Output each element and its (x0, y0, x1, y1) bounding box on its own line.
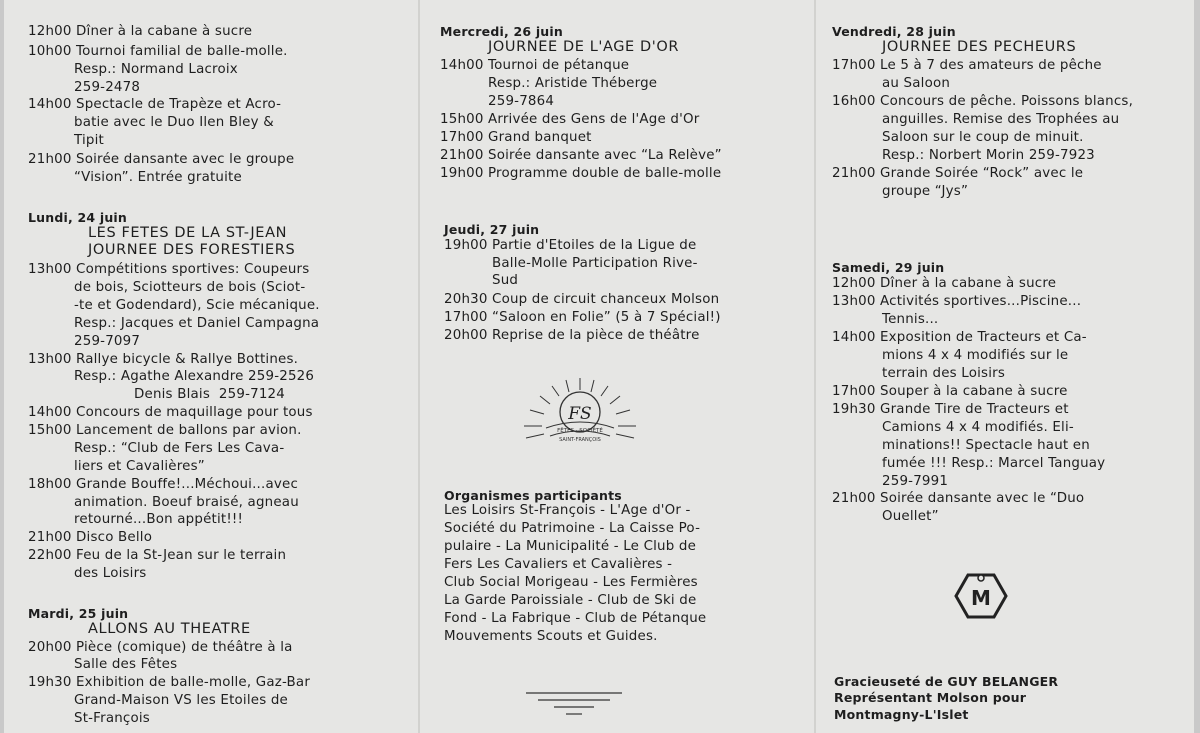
logo-ring-top: FÊTES · SOCIÉTÉ (557, 428, 603, 434)
section-heading: Organismes participants (444, 488, 622, 503)
organizations-line: Fers Les Cavaliers et Cavalières - (444, 557, 673, 572)
schedule-line: retourné...Bon appétit!!! (74, 512, 244, 527)
schedule-line: Resp.: Agathe Alexandre 259-2526 (74, 369, 315, 384)
sponsor-line: Gracieuseté de GUY BELANGER (834, 674, 1059, 689)
schedule-line: fumée !!! Resp.: Marcel Tanguay (882, 456, 1106, 471)
schedule-line: 13h00 Activités sportives...Piscine... (832, 294, 1082, 309)
schedule-line: 259-7097 (74, 334, 141, 349)
ornament-lines (524, 690, 624, 720)
schedule-line: 259-7864 (488, 94, 555, 109)
schedule-line: 14h00 Tournoi de pétanque (440, 58, 630, 73)
schedule-line: 259-2478 (74, 80, 141, 95)
schedule-line: 14h00 Concours de maquillage pour tous (28, 405, 313, 420)
schedule-line: mions 4 x 4 modifiés sur le (882, 348, 1069, 363)
schedule-line: 12h00 Dîner à la cabane à sucre (832, 276, 1057, 291)
schedule-line: terrain des Loisirs (882, 366, 1006, 381)
schedule-line: Camions 4 x 4 modifiés. Eli- (882, 420, 1074, 435)
schedule-line: 19h00 Programme double de balle-molle (440, 166, 722, 181)
day-heading: Mercredi, 26 juin (440, 24, 563, 39)
schedule-line: 12h00 Dîner à la cabane à sucre (28, 24, 253, 39)
day-theme: LES FETES DE LA ST-JEAN (88, 225, 288, 241)
organizations-line: Mouvements Scouts et Guides. (444, 629, 658, 644)
schedule-line: 13h00 Compétitions sportives: Coupeurs (28, 262, 310, 277)
day-heading: Jeudi, 27 juin (444, 222, 540, 237)
schedule-line: Resp.: Aristide Théberge (488, 76, 658, 91)
molson-logo-letter: M (971, 586, 991, 610)
schedule-line: Tennis... (882, 312, 939, 327)
fold-line (418, 0, 420, 733)
schedule-line: -te et Godendard), Scie mécanique. (74, 298, 320, 313)
day-theme: JOURNEE DES PECHEURS (882, 39, 1077, 55)
organizations-line: Les Loisirs St-François - L'Age d'Or - (444, 503, 691, 518)
schedule-line: au Saloon (882, 76, 951, 91)
schedule-line: 22h00 Feu de la St-Jean sur le terrain (28, 548, 287, 563)
schedule-line: 20h00 Pièce (comique) de théâtre à la (28, 640, 293, 655)
organizations-line: La Garde Paroissiale - Club de Ski de (444, 593, 697, 608)
schedule-line: Saloon sur le coup de minuit. (882, 130, 1084, 145)
schedule-line: 259-7991 (882, 474, 949, 489)
schedule-line: Denis Blais 259-7124 (134, 387, 285, 402)
schedule-line: 17h00 Le 5 à 7 des amateurs de pêche (832, 58, 1102, 73)
schedule-line: 20h00 Reprise de la pièce de théâtre (444, 328, 700, 343)
logo-ring-bottom: SAINT-FRANÇOIS (559, 437, 601, 443)
schedule-line: Grand-Maison VS les Etoiles de (74, 693, 288, 708)
day-theme: ALLONS AU THEATRE (88, 621, 251, 637)
sponsor-line: Représentant Molson pour (834, 690, 1027, 705)
schedule-line: Salle des Fêtes (74, 657, 178, 672)
day-theme: JOURNEE DES FORESTIERS (88, 242, 296, 258)
schedule-line: anguilles. Remise des Trophées au (882, 112, 1120, 127)
schedule-line: 17h00 Grand banquet (440, 130, 592, 145)
festival-sun-logo (516, 372, 644, 450)
schedule-line: de bois, Sciotteurs de bois (Sciot- (74, 280, 306, 295)
schedule-line: Tipit (74, 133, 104, 148)
organizations-line: pulaire - La Municipalité - Le Club de (444, 539, 697, 554)
schedule-line: liers et Cavalières” (74, 459, 205, 474)
molson-logo (954, 572, 1008, 620)
schedule-line: 21h00 Soirée dansante avec le “Duo (832, 491, 1085, 506)
schedule-line: St-François (74, 711, 150, 726)
schedule-line: 17h00 Souper à la cabane à sucre (832, 384, 1068, 399)
organizations-line: Fond - La Fabrique - Club de Pétanque (444, 611, 707, 626)
schedule-line: 15h00 Arrivée des Gens de l'Age d'Or (440, 112, 700, 127)
schedule-line: Ouellet” (882, 509, 939, 524)
day-heading: Samedi, 29 juin (832, 260, 945, 275)
schedule-line: 19h30 Exhibition de balle-molle, Gaz-Bar (28, 675, 311, 690)
schedule-line: des Loisirs (74, 566, 147, 581)
organizations-line: Club Social Morigeau - Les Fermières (444, 575, 698, 590)
schedule-line: 10h00 Tournoi familial de balle-molle. (28, 44, 288, 59)
organizations-line: Société du Patrimoine - La Caisse Po- (444, 521, 701, 536)
schedule-line: Resp.: Norbert Morin 259-7923 (882, 148, 1095, 163)
schedule-line: 21h00 Grande Soirée “Rock” avec le (832, 166, 1084, 181)
schedule-line: 21h00 Disco Bello (28, 530, 153, 545)
schedule-line: Balle-Molle Participation Rive- (492, 256, 698, 271)
schedule-line: 13h00 Rallye bicycle & Rallye Bottines. (28, 352, 299, 367)
schedule-line: groupe “Jys” (882, 184, 969, 199)
schedule-line: 14h00 Spectacle de Trapèze et Acro- (28, 97, 282, 112)
schedule-line: 14h00 Exposition de Tracteurs et Ca- (832, 330, 1087, 345)
schedule-line: 21h00 Soirée dansante avec “La Relève” (440, 148, 722, 163)
schedule-line: 19h00 Partie d'Etoiles de la Ligue de (444, 238, 697, 253)
schedule-line: 18h00 Grande Bouffe!...Méchoui...avec (28, 477, 299, 492)
schedule-line: Sud (492, 273, 519, 288)
schedule-line: batie avec le Duo Ilen Bley & (74, 115, 274, 130)
schedule-line: 16h00 Concours de pêche. Poissons blancs, (832, 94, 1134, 109)
schedule-line: Resp.: Jacques et Daniel Campagna (74, 316, 320, 331)
logo-letters: FS (568, 404, 592, 424)
day-heading: Vendredi, 28 juin (832, 24, 956, 39)
fold-line (814, 0, 816, 733)
schedule-line: animation. Boeuf braisé, agneau (74, 495, 299, 510)
schedule-line: “Vision”. Entrée gratuite (74, 170, 242, 185)
schedule-line: minations!! Spectacle haut en (882, 438, 1090, 453)
day-heading: Lundi, 24 juin (28, 210, 128, 225)
schedule-line: Resp.: Normand Lacroix (74, 62, 238, 77)
schedule-line: 20h30 Coup de circuit chanceux Molson (444, 292, 720, 307)
schedule-line: 19h30 Grande Tire de Tracteurs et (832, 402, 1069, 417)
schedule-line: Resp.: “Club de Fers Les Cava- (74, 441, 285, 456)
sponsor-line: Montmagny-L'Islet (834, 707, 969, 722)
program-sheet (4, 0, 1194, 733)
schedule-line: 15h00 Lancement de ballons par avion. (28, 423, 302, 438)
day-heading: Mardi, 25 juin (28, 606, 129, 621)
day-theme: JOURNEE DE L'AGE D'OR (488, 39, 680, 55)
schedule-line: 17h00 “Saloon en Folie” (5 à 7 Spécial!) (444, 310, 721, 325)
schedule-line: 21h00 Soirée dansante avec le groupe (28, 152, 295, 167)
